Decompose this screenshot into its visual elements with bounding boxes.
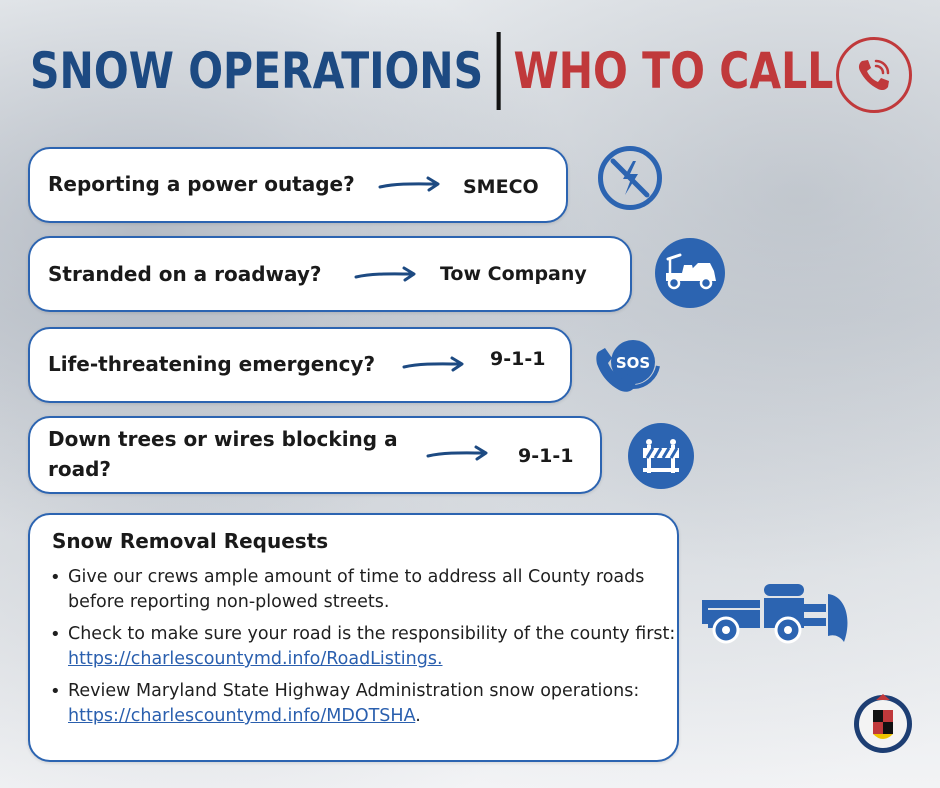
road-barrier-icon xyxy=(628,423,694,489)
tow-truck-icon xyxy=(655,238,725,308)
arrow-icon xyxy=(402,355,468,375)
no-power-icon xyxy=(598,146,662,210)
list-item: • Check to make sure your road is the responsibility of the county first: https://charlescountymd.info/RoadListings. xyxy=(68,622,688,672)
snowplow-icon xyxy=(700,580,860,650)
snow-removal-title: Snow Removal Requests xyxy=(52,529,329,553)
answer-tow-company: Tow Company xyxy=(440,263,587,285)
arrow-icon xyxy=(378,175,444,195)
answer-911-emergency: 9-1-1 xyxy=(490,348,546,370)
title-snow-operations: SNOW OPERATIONS xyxy=(30,42,484,100)
answer-911-trees: 9-1-1 xyxy=(518,445,574,467)
page-title xyxy=(30,36,833,106)
answer-smeco: SMECO xyxy=(463,176,539,198)
sos-phone-icon xyxy=(592,330,664,402)
question-down-trees-line1: Down trees or wires blocking a xyxy=(48,427,398,451)
county-seal-logo xyxy=(852,686,914,756)
question-down-trees xyxy=(48,424,398,484)
question-emergency: Life-threatening emergency? xyxy=(48,352,376,376)
list-item: • Review Maryland State Highway Administration snow operations: https://charlescountymd.info/MDOTSHA. xyxy=(68,679,688,729)
list-item: • Give our crews ample amount of time to address all County roads before reporting non-plowed streets. xyxy=(68,565,688,615)
question-stranded: Stranded on a roadway? xyxy=(48,262,322,286)
road-listings-link[interactable]: https://charlescountymd.info/RoadListings. xyxy=(68,649,443,669)
question-down-trees-line2: road? xyxy=(48,457,112,481)
mdotsha-link[interactable]: https://charlescountymd.info/MDOTSHA xyxy=(68,706,416,726)
snow-removal-list xyxy=(48,565,688,736)
arrow-icon xyxy=(426,444,492,464)
svg-text:SOS: SOS xyxy=(615,354,651,372)
question-power-outage: Reporting a power outage? xyxy=(48,172,355,196)
title-divider xyxy=(496,32,500,110)
arrow-icon xyxy=(354,265,420,285)
phone-icon xyxy=(836,37,912,113)
title-who-to-call: WHO TO CALL xyxy=(513,42,834,100)
